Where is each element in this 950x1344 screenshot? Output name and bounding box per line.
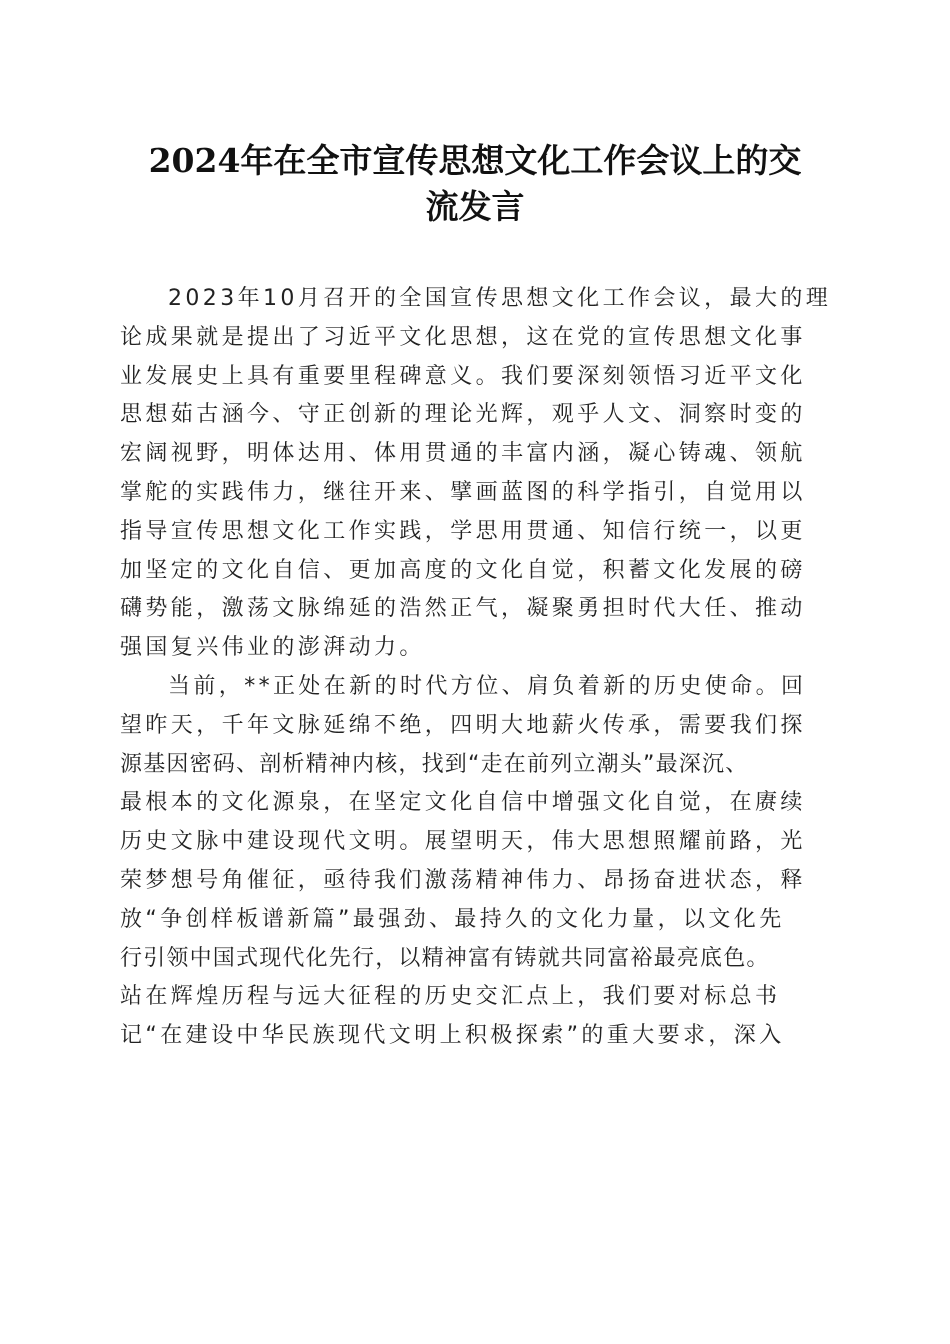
text-line: 当前，**正处在新的时代方位、肩负着新的历史使命。回 (168, 673, 807, 699)
title-line: 流发言 (425, 187, 525, 226)
text-line: 强国复兴伟业的澎湃动力。 (120, 635, 425, 661)
text-line: 历史文脉中建设现代文明。展望明天，伟大思想照耀前路，光 (120, 829, 806, 855)
text-line: 最根本的文化源泉，在坚定文化自信中增强文化自觉，在赓续 (120, 790, 806, 816)
text-line: 宏阔视野，明体达用、体用贯通的丰富内涵，凝心铸魂、领航 (120, 441, 806, 467)
text-line: 思想茹古涵今、守正创新的理论光辉，观乎人文、洞察时变的 (120, 402, 806, 428)
text-line: 望昨天，千年文脉延绵不绝，四明大地薪火传承，需要我们探 (120, 712, 806, 738)
text-line: 业发展史上具有重要里程碑意义。我们要深刻领悟习近平文化 (120, 363, 806, 389)
text-line: 2023年10月召开的全国宣传思想文化工作会议，最大的理 (168, 286, 832, 311)
text-line: 放“争创样板谱新篇”最强劲、最持久的文化力量，以文化先 (120, 906, 785, 932)
text-line: 指导宣传思想文化工作实践，学思用贯通、知信行统一，以更 (120, 518, 806, 544)
paragraph-2 (120, 668, 832, 1056)
document-body (120, 280, 832, 1056)
paragraph-1 (120, 280, 832, 668)
text-line: 礴势能，激荡文脉绵延的浩然正气，凝聚勇担时代大任、推动 (120, 596, 806, 622)
text-line: 掌舵的实践伟力，继往开来、擘画蓝图的科学指引，自觉用以 (120, 479, 806, 505)
document-title (100, 138, 850, 230)
text-line: 论成果就是提出了习近平文化思想，这在党的宣传思想文化事 (120, 324, 806, 350)
text-line: 站在辉煌历程与远大征程的历史交汇点上，我们要对标总书 (120, 984, 781, 1010)
title-line: 2024年在全市宣传思想文化工作会议上的交 (148, 141, 802, 180)
text-line: 源基因密码、剖析精神内核，找到“走在前列立潮头”最深沉、 (120, 751, 749, 777)
text-line: 记“在建设中华民族现代文明上积极探索”的重大要求，深入 (120, 1023, 785, 1049)
text-line: 行引领中国式现代化先行，以精神富有铸就共同富裕最亮底色。 (120, 945, 770, 971)
text-line: 加坚定的文化自信、更加高度的文化自觉，积蓄文化发展的磅 (120, 557, 806, 583)
text-line: 荣梦想号角催征，亟待我们激荡精神伟力、昂扬奋进状态，释 (120, 867, 806, 893)
